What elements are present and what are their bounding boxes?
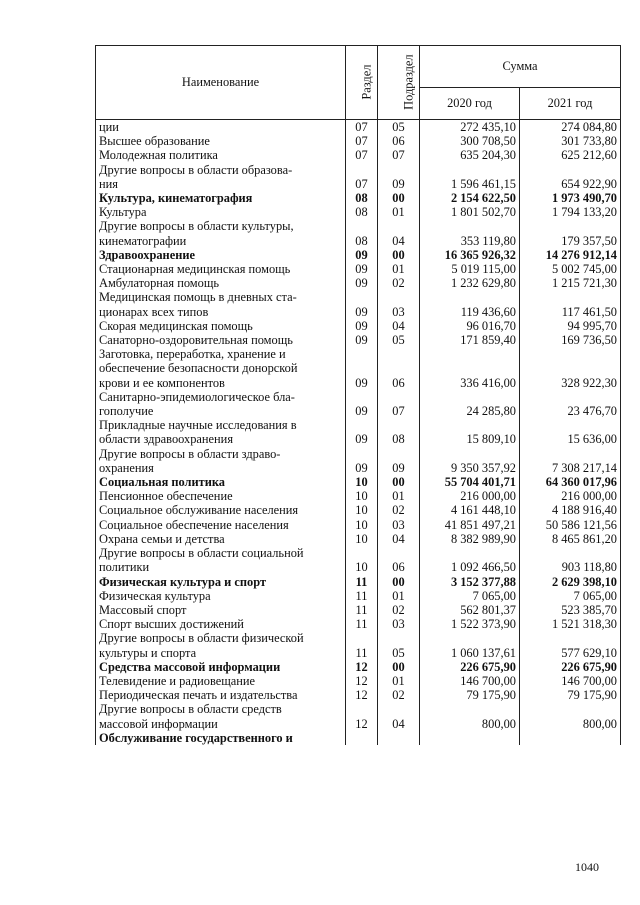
row-name (96, 319, 346, 333)
row-amount-2021: 523 385,70 (520, 603, 621, 617)
table-row (96, 290, 621, 318)
table-row (96, 603, 621, 617)
row-razdel: 09 (346, 333, 378, 347)
row-name-line: ции (99, 120, 119, 134)
row-amount-2021: 7 308 217,14 (520, 447, 621, 475)
row-razdel: 09 (346, 390, 378, 418)
row-name-line: Охрана семьи и детства (99, 531, 225, 546)
row-podrazdel: 03 (378, 290, 420, 318)
row-razdel: 09 (346, 262, 378, 276)
row-name-line: культуры и спорта (99, 645, 197, 660)
row-podrazdel: 06 (378, 546, 420, 574)
row-amount-2020: 7 065,00 (420, 589, 520, 603)
row-podrazdel: 01 (378, 205, 420, 219)
row-podrazdel: 02 (378, 503, 420, 517)
row-name-line: политики (99, 560, 150, 575)
row-amount-2020: 55 704 401,71 (420, 475, 520, 489)
row-amount-2021: 1 973 490,70 (520, 191, 621, 205)
row-amount-2020: 41 851 497,21 (420, 518, 520, 532)
row-podrazdel: 05 (378, 120, 420, 135)
table-row (96, 205, 621, 219)
row-name-line: Пенсионное обеспечение (99, 489, 233, 504)
row-amount-2021: 14 276 912,14 (520, 248, 621, 262)
row-amount-2021: 216 000,00 (520, 489, 621, 503)
row-name-line: Стационарная медицинская помощь (99, 262, 291, 277)
table-row (96, 518, 621, 532)
row-amount-2021 (520, 731, 621, 745)
row-name (96, 120, 346, 135)
row-amount-2020: 1 522 373,90 (420, 617, 520, 631)
budget-table (95, 45, 621, 745)
row-amount-2021: 1 215 721,30 (520, 276, 621, 290)
row-amount-2020: 1 801 502,70 (420, 205, 520, 219)
row-name-line: области здравоохранения (99, 432, 234, 447)
row-name-line: гополучие (99, 404, 154, 419)
row-name (96, 731, 346, 745)
row-razdel: 11 (346, 603, 378, 617)
table-body (96, 120, 621, 745)
row-podrazdel: 03 (378, 617, 420, 631)
row-name (96, 134, 346, 148)
row-name-line: Обслуживание государственного и (99, 730, 293, 745)
row-amount-2020: 1 092 466,50 (420, 546, 520, 574)
row-podrazdel: 07 (378, 148, 420, 162)
row-podrazdel: 01 (378, 589, 420, 603)
row-amount-2020: 272 435,10 (420, 120, 520, 135)
row-amount-2021: 577 629,10 (520, 631, 621, 659)
row-name (96, 447, 346, 475)
row-amount-2021: 226 675,90 (520, 660, 621, 674)
row-name-line: Другие вопросы в области физической (99, 631, 304, 646)
row-razdel: 10 (346, 503, 378, 517)
row-name (96, 546, 346, 574)
row-amount-2021: 169 736,50 (520, 333, 621, 347)
row-amount-2020: 3 152 377,88 (420, 575, 520, 589)
table-row (96, 248, 621, 262)
table-row (96, 120, 621, 135)
table-row (96, 503, 621, 517)
row-name (96, 660, 346, 674)
row-amount-2021: 8 465 861,20 (520, 532, 621, 546)
row-amount-2021: 94 995,70 (520, 319, 621, 333)
row-name-line: Спорт высших достижений (99, 617, 244, 632)
row-name (96, 503, 346, 517)
table-row (96, 191, 621, 205)
row-name-line: Периодическая печать и издательства (99, 688, 298, 703)
row-razdel: 07 (346, 120, 378, 135)
table-row (96, 134, 621, 148)
row-amount-2020: 1 060 137,61 (420, 631, 520, 659)
row-name (96, 603, 346, 617)
row-name (96, 688, 346, 702)
row-name-line: Санитарно-эпидемиологическое бла- (99, 389, 295, 404)
row-amount-2021: 274 084,80 (520, 120, 621, 135)
table-row (96, 390, 621, 418)
row-amount-2020 (420, 731, 520, 745)
table-row (96, 688, 621, 702)
row-name-line: ционарах всех типов (99, 304, 209, 319)
row-name (96, 617, 346, 631)
row-amount-2020: 8 382 989,90 (420, 532, 520, 546)
row-name-line: Физическая культура (99, 588, 211, 603)
row-razdel: 07 (346, 148, 378, 162)
row-podrazdel: 00 (378, 191, 420, 205)
row-razdel: 08 (346, 219, 378, 247)
row-name (96, 276, 346, 290)
row-podrazdel: 02 (378, 276, 420, 290)
row-amount-2021: 800,00 (520, 702, 621, 730)
row-razdel: 09 (346, 347, 378, 390)
row-podrazdel: 04 (378, 702, 420, 730)
row-name (96, 589, 346, 603)
row-podrazdel: 05 (378, 631, 420, 659)
row-name-line: Медицинская помощь в дневных ста- (99, 290, 297, 305)
row-amount-2020: 24 285,80 (420, 390, 520, 418)
row-razdel: 11 (346, 617, 378, 631)
table-row (96, 262, 621, 276)
row-name (96, 674, 346, 688)
row-razdel: 09 (346, 276, 378, 290)
row-amount-2020: 9 350 357,92 (420, 447, 520, 475)
row-podrazdel: 00 (378, 660, 420, 674)
row-name-line: Заготовка, переработка, хранение и (99, 347, 286, 362)
row-amount-2020: 119 436,60 (420, 290, 520, 318)
row-podrazdel: 06 (378, 134, 420, 148)
row-podrazdel: 00 (378, 575, 420, 589)
row-amount-2020: 1 232 629,80 (420, 276, 520, 290)
row-razdel: 10 (346, 475, 378, 489)
row-amount-2021: 179 357,50 (520, 219, 621, 247)
row-razdel: 11 (346, 631, 378, 659)
row-amount-2021: 50 586 121,56 (520, 518, 621, 532)
table-row (96, 702, 621, 730)
row-razdel: 12 (346, 702, 378, 730)
row-name (96, 248, 346, 262)
row-name-line: Социальное обслуживание населения (99, 503, 299, 518)
row-razdel: 12 (346, 688, 378, 702)
row-name (96, 148, 346, 162)
table-row (96, 731, 621, 745)
row-amount-2020: 353 119,80 (420, 219, 520, 247)
table-row (96, 148, 621, 162)
row-razdel: 09 (346, 319, 378, 333)
table-row (96, 489, 621, 503)
row-amount-2020: 96 016,70 (420, 319, 520, 333)
row-podrazdel (378, 731, 420, 745)
row-amount-2020: 171 859,40 (420, 333, 520, 347)
row-amount-2021: 117 461,50 (520, 290, 621, 318)
row-razdel: 10 (346, 546, 378, 574)
row-amount-2021: 7 065,00 (520, 589, 621, 603)
row-name (96, 347, 346, 390)
row-name (96, 205, 346, 219)
table-row (96, 674, 621, 688)
row-name (96, 333, 346, 347)
row-name (96, 390, 346, 418)
row-amount-2020: 79 175,90 (420, 688, 520, 702)
row-amount-2021: 146 700,00 (520, 674, 621, 688)
row-podrazdel: 04 (378, 219, 420, 247)
row-name (96, 290, 346, 318)
row-name-line: обеспечение безопасности донорской (99, 361, 298, 376)
table-row (96, 219, 621, 247)
row-amount-2020: 800,00 (420, 702, 520, 730)
row-name (96, 631, 346, 659)
row-amount-2020: 16 365 926,32 (420, 248, 520, 262)
row-razdel: 08 (346, 191, 378, 205)
row-name-line: Другие вопросы в области здраво- (99, 446, 281, 461)
row-name-line: ния (99, 176, 118, 191)
table-header (96, 46, 621, 120)
row-name-line: Культура (99, 205, 147, 220)
row-podrazdel: 02 (378, 603, 420, 617)
table-row (96, 347, 621, 390)
table-row (96, 276, 621, 290)
table-row (96, 532, 621, 546)
row-name-line: крови и ее компонентов (99, 375, 225, 390)
row-name (96, 575, 346, 589)
row-amount-2020: 562 801,37 (420, 603, 520, 617)
header-year-2021: 2021 год (520, 88, 621, 120)
row-podrazdel: 02 (378, 688, 420, 702)
table-row (96, 418, 621, 446)
row-name-line: Культура, кинематография (99, 191, 253, 206)
table-row (96, 660, 621, 674)
row-name (96, 532, 346, 546)
row-name (96, 418, 346, 446)
header-razdel: Раздел (346, 46, 378, 120)
row-podrazdel: 06 (378, 347, 420, 390)
table-row (96, 589, 621, 603)
row-amount-2020: 15 809,10 (420, 418, 520, 446)
row-razdel: 08 (346, 205, 378, 219)
row-name-line: охранения (99, 460, 154, 475)
row-name-line: Другие вопросы в области социальной (99, 546, 304, 561)
row-name-line: Высшее образование (99, 134, 210, 149)
row-name-line: Прикладные научные исследования в (99, 418, 297, 433)
row-name (96, 475, 346, 489)
row-name-line: Санаторно-оздоровительная помощь (99, 333, 293, 348)
row-name (96, 191, 346, 205)
table-row (96, 575, 621, 589)
row-name (96, 518, 346, 532)
row-name-line: Социальное обеспечение населения (99, 517, 289, 532)
row-amount-2021: 64 360 017,96 (520, 475, 621, 489)
header-name: Наименование (96, 46, 346, 120)
row-amount-2020: 635 204,30 (420, 148, 520, 162)
row-amount-2020: 4 161 448,10 (420, 503, 520, 517)
row-razdel: 09 (346, 447, 378, 475)
row-podrazdel: 09 (378, 163, 420, 191)
row-name-line: Амбулаторная помощь (99, 276, 220, 291)
table-row (96, 447, 621, 475)
row-razdel: 10 (346, 518, 378, 532)
row-name-line: Молодежная политика (99, 148, 218, 163)
header-year-2020: 2020 год (420, 88, 520, 120)
row-name-line: Здравоохранение (99, 247, 195, 262)
row-name-line: Телевидение и радиовещание (99, 673, 256, 688)
table-row (96, 475, 621, 489)
row-name (96, 702, 346, 730)
row-name-line: Средства массовой информации (99, 659, 281, 674)
row-amount-2021: 903 118,80 (520, 546, 621, 574)
row-name-line: Физическая культура и спорт (99, 574, 267, 589)
row-amount-2021: 5 002 745,00 (520, 262, 621, 276)
row-amount-2021: 654 922,90 (520, 163, 621, 191)
row-podrazdel: 08 (378, 418, 420, 446)
table-row (96, 319, 621, 333)
row-amount-2021: 15 636,00 (520, 418, 621, 446)
row-amount-2020: 336 416,00 (420, 347, 520, 390)
row-podrazdel: 09 (378, 447, 420, 475)
row-amount-2021: 2 629 398,10 (520, 575, 621, 589)
row-name-line: Другие вопросы в области культуры, (99, 219, 294, 234)
row-amount-2021: 4 188 916,40 (520, 503, 621, 517)
row-razdel: 07 (346, 134, 378, 148)
row-podrazdel: 04 (378, 532, 420, 546)
table-row (96, 617, 621, 631)
row-amount-2020: 300 708,50 (420, 134, 520, 148)
row-name (96, 262, 346, 276)
row-name-line: Массовый спорт (99, 602, 187, 617)
row-amount-2020: 226 675,90 (420, 660, 520, 674)
table-row (96, 333, 621, 347)
table-row (96, 631, 621, 659)
row-name-line: Другие вопросы в области средств (99, 702, 282, 717)
row-razdel: 10 (346, 489, 378, 503)
header-summa: Сумма (420, 46, 621, 88)
row-razdel: 07 (346, 163, 378, 191)
row-podrazdel: 03 (378, 518, 420, 532)
row-name (96, 219, 346, 247)
row-name-line: массовой информации (99, 716, 218, 731)
table-row (96, 163, 621, 191)
row-name-line: Скорая медицинская помощь (99, 318, 253, 333)
row-podrazdel: 05 (378, 333, 420, 347)
row-amount-2020: 146 700,00 (420, 674, 520, 688)
row-podrazdel: 01 (378, 674, 420, 688)
row-razdel: 11 (346, 575, 378, 589)
row-name (96, 163, 346, 191)
row-razdel: 12 (346, 674, 378, 688)
row-amount-2021: 79 175,90 (520, 688, 621, 702)
row-razdel: 09 (346, 418, 378, 446)
row-razdel: 12 (346, 660, 378, 674)
row-podrazdel: 01 (378, 489, 420, 503)
row-amount-2020: 216 000,00 (420, 489, 520, 503)
page-number: 1040 (575, 860, 599, 874)
row-amount-2021: 328 922,30 (520, 347, 621, 390)
row-name-line: Социальная политика (99, 475, 225, 490)
row-name (96, 489, 346, 503)
row-amount-2021: 23 476,70 (520, 390, 621, 418)
row-podrazdel: 01 (378, 262, 420, 276)
row-amount-2020: 2 154 622,50 (420, 191, 520, 205)
row-amount-2020: 5 019 115,00 (420, 262, 520, 276)
row-podrazdel: 00 (378, 248, 420, 262)
row-podrazdel: 04 (378, 319, 420, 333)
row-razdel: 11 (346, 589, 378, 603)
row-podrazdel: 00 (378, 475, 420, 489)
header-podrazdel: Подраздел (378, 46, 420, 120)
row-name-line: кинематографии (99, 233, 187, 248)
row-razdel (346, 731, 378, 745)
row-amount-2021: 301 733,80 (520, 134, 621, 148)
row-razdel: 09 (346, 248, 378, 262)
row-podrazdel: 07 (378, 390, 420, 418)
row-name-line: Другие вопросы в области образова- (99, 162, 293, 177)
row-razdel: 10 (346, 532, 378, 546)
table-row (96, 546, 621, 574)
row-amount-2020: 1 596 461,15 (420, 163, 520, 191)
row-amount-2021: 1 521 318,30 (520, 617, 621, 631)
row-amount-2021: 625 212,60 (520, 148, 621, 162)
row-amount-2021: 1 794 133,20 (520, 205, 621, 219)
row-razdel: 09 (346, 290, 378, 318)
